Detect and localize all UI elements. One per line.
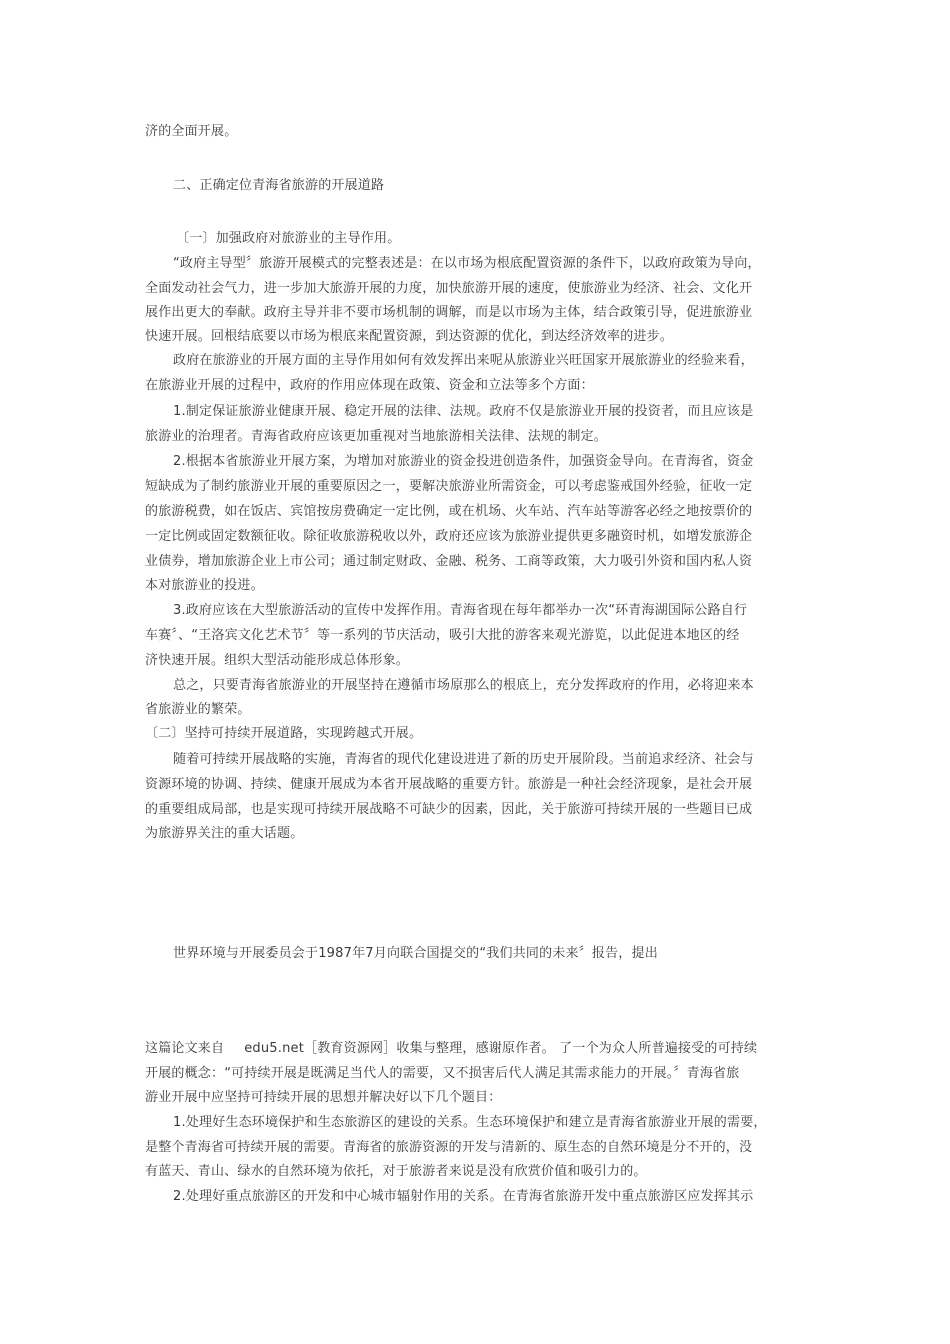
paragraph-line: 资源环境的协调、持续、健康开展成为本省开展战略的重要方针。旅游是一种社会经济现象，是社会开展: [145, 777, 753, 792]
list-item-line: 济快速开展。组织大型活动能形成总体形象。: [145, 653, 410, 668]
paragraph-line: 随着可持续开展战略的实施，青海省的现代化建设进进了新的历史开展阶段。当前追求经济、社会与: [173, 752, 754, 767]
list-item-line: 业债券，增加旅游企业上市公司；通过制定财政、金融、税务、工商等政策，大力吸引外资和国内私人资: [145, 554, 753, 569]
paragraph-line: 快速开展。回根结底要以市场为根底来配置资源，到达资源的优化，到达经济效率的进步。: [145, 329, 674, 344]
paragraph-line: 开展的概念：“可持续开展是既满足当代人的需要，又不损害后代人满足其需求能力的开展。〞青海省旅: [145, 1066, 740, 1081]
paragraph-line: “政府主导型〞旅游开展模式的完整表述是：在以市场为根底配置资源的条件下，以政府政策为导向，: [173, 256, 761, 271]
source-label: 这篇论文来自: [145, 1041, 225, 1056]
list-item-line: 本对旅游业的投进。: [145, 578, 264, 593]
list-item-line: 的旅游税费，如在饭店、宾馆按房费确定一定比例，或在机场、火车站、汽车站等游客必经之地按票价的: [145, 504, 753, 519]
list-item-line: 3.政府应该在大型旅游活动的宣传中发挥作用。青海省现在每年都举办一次“环青海湖国际公路自行: [173, 603, 748, 618]
list-item-line: 2.根据本省旅游业开展方案，为增加对旅游业的资金投进创造条件，加强资金导向。在青海省，资金: [173, 454, 754, 469]
paragraph-line: 游业开展中应坚持可持续开展的思想并解决好以下几个题目：: [145, 1090, 502, 1105]
paragraph-line: 为旅游界关注的重大话题。: [145, 826, 304, 841]
paragraph-line: 省旅游业的繁荣。: [145, 702, 251, 717]
paragraph-line: 的重要组成局部，也是实现可持续开展战略不可缺少的因素，因此，关于旅游可持续开展的一些题目已成: [145, 802, 753, 817]
list-item-line: 旅游业的治理者。青海省政府应该更加重视对当地旅游相关法律、法规的制定。: [145, 429, 608, 444]
source-site-text: edu5.net［教育资源网］收集与整理，感谢原作者。 了一个为众人所普遍接受的可持续: [244, 1041, 758, 1056]
list-item-line: 1.处理好生态环境保护和生态旅游区的建设的关系。生态环境保护和建立是青海省旅游业开展的需要，: [173, 1115, 767, 1130]
list-item-line: 有蓝天、青山、绿水的自然环境为依托，对于旅游者来说是没有欣赏价值和吸引力的。: [145, 1164, 647, 1179]
paragraph-line: 总之，只要青海省旅游业的开展坚持在遵循市场原那么的根底上，充分发挥政府的作用，必将迎来本: [173, 678, 754, 693]
list-item-line: 一定比例或固定数额征收。除征收旅游税收以外，政府还应该为旅游业提供更多融资时机，如增发旅游企: [145, 529, 753, 544]
list-item-line: 1.制定保证旅游业健康开展、稳定开展的法律、法规。政府不仅是旅游业开展的投资者，而且应该是: [173, 404, 754, 419]
paragraph-line: 在旅游业开展的过程中，政府的作用应体现在政策、资金和立法等多个方面：: [145, 378, 594, 393]
subsection-heading: 〔一〕加强政府对旅游业的主导作用。: [176, 231, 401, 246]
list-item-line: 是整个青海省可持续开展的需要。青海省的旅游资源的开发与清新的、原生态的自然环境是分不开的，没: [145, 1140, 753, 1155]
source-note-line: [145, 1039, 810, 1059]
list-item-line: 车赛〞、“王洛宾文化艺术节〞等一系列的节庆活动，吸引大批的游客来观光游览，以此促进本地区的经: [145, 628, 740, 643]
subsection-heading: 〔二〕坚持可持续开展道路，实现跨越式开展。: [145, 726, 423, 741]
paragraph-line: 世界环境与开展委员会于1987年7月向联合国提交的“我们共同的未来〞报告，提出: [173, 946, 658, 961]
paragraph-line: 济的全面开展。: [145, 124, 238, 139]
paragraph-line: 展作出更大的奉献。政府主导并非不要市场机制的调解，而是以市场为主体，结合政策引导，促进旅游业: [145, 305, 753, 320]
paragraph-line: 政府在旅游业的开展方面的主导作用如何有效发挥出来呢从旅游业兴旺国家开展旅游业的经验来看，: [173, 353, 754, 368]
section-heading: 二、正确定位青海省旅游的开展道路: [173, 178, 385, 193]
paragraph-line: 全面发动社会气力，进一步加大旅游开展的力度，加快旅游开展的速度，使旅游业为经济、社会、文化开: [145, 281, 753, 296]
list-item-line: 2.处理好重点旅游区的开发和中心城市辐射作用的关系。在青海省旅游开发中重点旅游区应发挥其示: [173, 1189, 754, 1204]
list-item-line: 短缺成为了制约旅游业开展的重要原因之一，要解决旅游业所需资金，可以考虑鉴戒国外经验，征收一定: [145, 479, 753, 494]
